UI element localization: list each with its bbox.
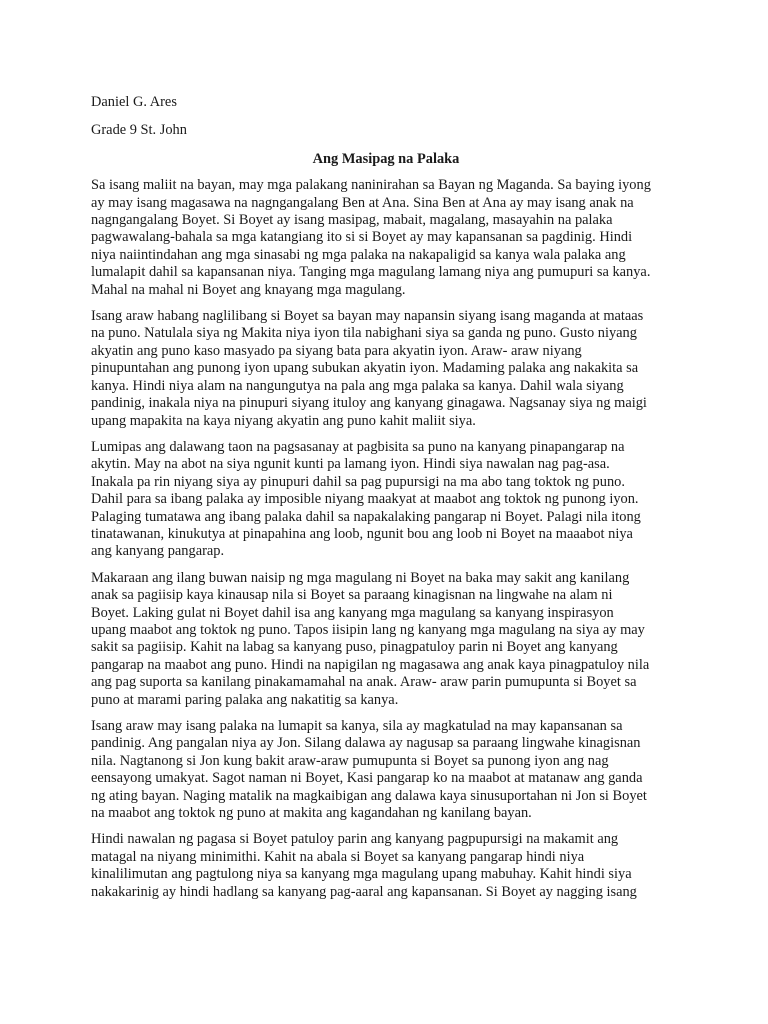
- text-line: upang maabot ang toktok ng puno. Tapos iisipin lang ng kanyang mga magulang na siya ay may: [91, 621, 645, 638]
- author-name: Daniel G. Ares: [91, 94, 177, 110]
- grade-section: Grade 9 St. John: [91, 122, 187, 139]
- text-line: pandinig, inakala niya na pinupuri siyang ituloy ang kanyang ginagawa. Nagsanay siya ng maigi: [91, 395, 647, 412]
- text-line: ang kanyang pangarap.: [91, 543, 225, 560]
- text-line: nagngangalang Boyet. Si Boyet ay isang masipag, mabait, magalang, masayahin na palaka: [91, 212, 613, 229]
- text-line: matagal na niyang minimithi. Kahit na abala si Boyet sa kanyang pangarap hindi niya: [91, 848, 585, 865]
- paragraph-4: [91, 570, 681, 709]
- text-line: na maabot ang toktok ng puno at makita ang kagandahan ng kanilang bayan.: [91, 805, 532, 822]
- text-line: pangarap na maabot ang puno. Hindi na napigilan ng magasawa ang anak kaya pinagpatuloy nila: [91, 656, 650, 673]
- text-line: ang pag suporta sa kanilang pinakamamahal na anak. Araw- araw parin pumupunta si Boyet sa: [91, 674, 637, 691]
- document-content: [91, 94, 681, 910]
- text-line: lumalapit dahil sa kapansanan niya. Tanging mga magulang lamang niya ang pumupuri sa kanya.: [91, 264, 651, 281]
- text-line: Isang araw habang naglilibang si Boyet sa bayan may napansin siyang isang maganda at mataas: [91, 308, 644, 325]
- paragraph-3: [91, 439, 681, 561]
- paragraph-1: [91, 177, 681, 299]
- text-line: pandinig. Ang pangalan niya ay Jon. Silang dalawa ay nagusap sa paraang lingwahe kinagisnan: [91, 735, 641, 752]
- text-line: kinalilimutan ang pagtulong niya sa kanyang mga magulang upang mabuhay. Kahit hindi siya: [91, 866, 632, 883]
- text-line: upang mapakita na kaya niyang akyatin ang puno kahit maliit siya.: [91, 412, 476, 429]
- paragraph-2: [91, 308, 681, 430]
- text-line: Boyet. Laking gulat ni Boyet dahil isa ang kanyang mga magulang sa kanyang inspirasyon: [91, 604, 614, 621]
- story-title: Ang Masipag na Palaka: [312, 150, 460, 167]
- text-line: na puno. Natulala siya ng Makita niya iyon tila nabighani siya sa ganda ng puno. Gusto niyang: [91, 325, 637, 342]
- text-line: Makaraan ang ilang buwan naisip ng mga magulang ni Boyet na baka may sakit ang kanilang: [91, 569, 630, 586]
- text-line: pagwawalang-bahala sa mga katangiang ito si si Boyet ay may kapansanan sa pagdinig. Hindi: [91, 229, 633, 246]
- text-line: ng ating bayan. Naging matalik na magkaibigan ang dalawa kaya sinusuportahan ni Jon si Boyet: [91, 787, 647, 804]
- text-line: Dahil para sa ibang palaka ay imposible niyang maakyat at maabot ang toktok ng punong iyon.: [91, 491, 639, 508]
- text-line: Sa isang maliit na bayan, may mga palakang naninirahan sa Bayan ng Maganda. Sa baying iyong: [91, 177, 651, 194]
- text-line: nakakarinig ay hindi hadlang sa kanyang pag-aaral ang kapansanan. Si Boyet ay nagging isang: [91, 883, 637, 900]
- text-line: Mahal na mahal ni Boyet ang knayang mga magulang.: [91, 281, 406, 298]
- text-line: Hindi nawalan ng pagasa si Boyet patuloy parin ang kanyang pagpupursigi na makamit ang: [91, 831, 619, 848]
- text-line: akytin. May na abot na siya ngunit kunti pa lamang iyon. Hindi siya nawalan nag pag-asa.: [91, 456, 610, 473]
- text-line: Inakala pa rin niyang siya ay pinupuri dahil sa pag pupursigi na ma abo tang toktok ng puno.: [91, 473, 625, 490]
- text-line: pinupuntahan ang punong iyon upang subukan akyatin iyon. Madaming palaka ang nakakita sa: [91, 360, 639, 377]
- text-line: tinatawanan, kinukutya at pinapahina ang loob, ngunit bou ang loob ni Boyet na maaabot niya: [91, 525, 633, 542]
- text-line: Palaging tumatawa ang ibang palaka dahil sa napakalaking pangarap ni Boyet. Palagi nila itong: [91, 508, 641, 525]
- text-line: Lumipas ang dalawang taon na pagsasanay at pagbisita sa puno na kanyang pinapangarap na: [91, 438, 625, 455]
- text-line: akyatin ang puno kaso masyado pa siyang bata para akyatin iyon. Araw- araw niyang: [91, 342, 582, 359]
- text-line: sakit sa pagiisip. Kahit na labag sa kanyang puso, pinagpatuloy parin ni Boyet ang kanyang: [91, 639, 618, 656]
- text-line: kanya. Hindi niya alam na nangungutya na pala ang mga palaka sa kanya. Dahil wala siyang: [91, 377, 624, 394]
- paragraph-5: [91, 718, 681, 822]
- text-line: niya naiintindahan ang mga sinasabi ng mga palaka na nakapaligid sa kanya wala palaka ang: [91, 246, 626, 263]
- text-line: ay may isang magasawa na nagngangalang Ben at Ana. Sina Ben at Ana ay may isang anak na: [91, 194, 634, 211]
- text-line: nila. Nagtanong si Jon kung bakit araw-araw pumupunta si Boyet sa punong iyon ang nag: [91, 752, 609, 769]
- text-line: Isang araw may isang palaka na lumapit sa kanya, sila ay magkatulad na may kapansanan sa: [91, 718, 623, 734]
- text-line: puno at marami paring palaka ang nakatitig sa kanya.: [91, 691, 399, 708]
- text-line: eensayong umakyat. Sagot naman ni Boyet, Kasi pangarap ko na maabot at matanaw ang ganda: [91, 770, 643, 787]
- text-line: anak sa pagiisip kaya kinausap nila si Boyet sa paraang kinagisnan na lingwahe na alam ni: [91, 587, 613, 604]
- paragraph-6: [91, 831, 681, 901]
